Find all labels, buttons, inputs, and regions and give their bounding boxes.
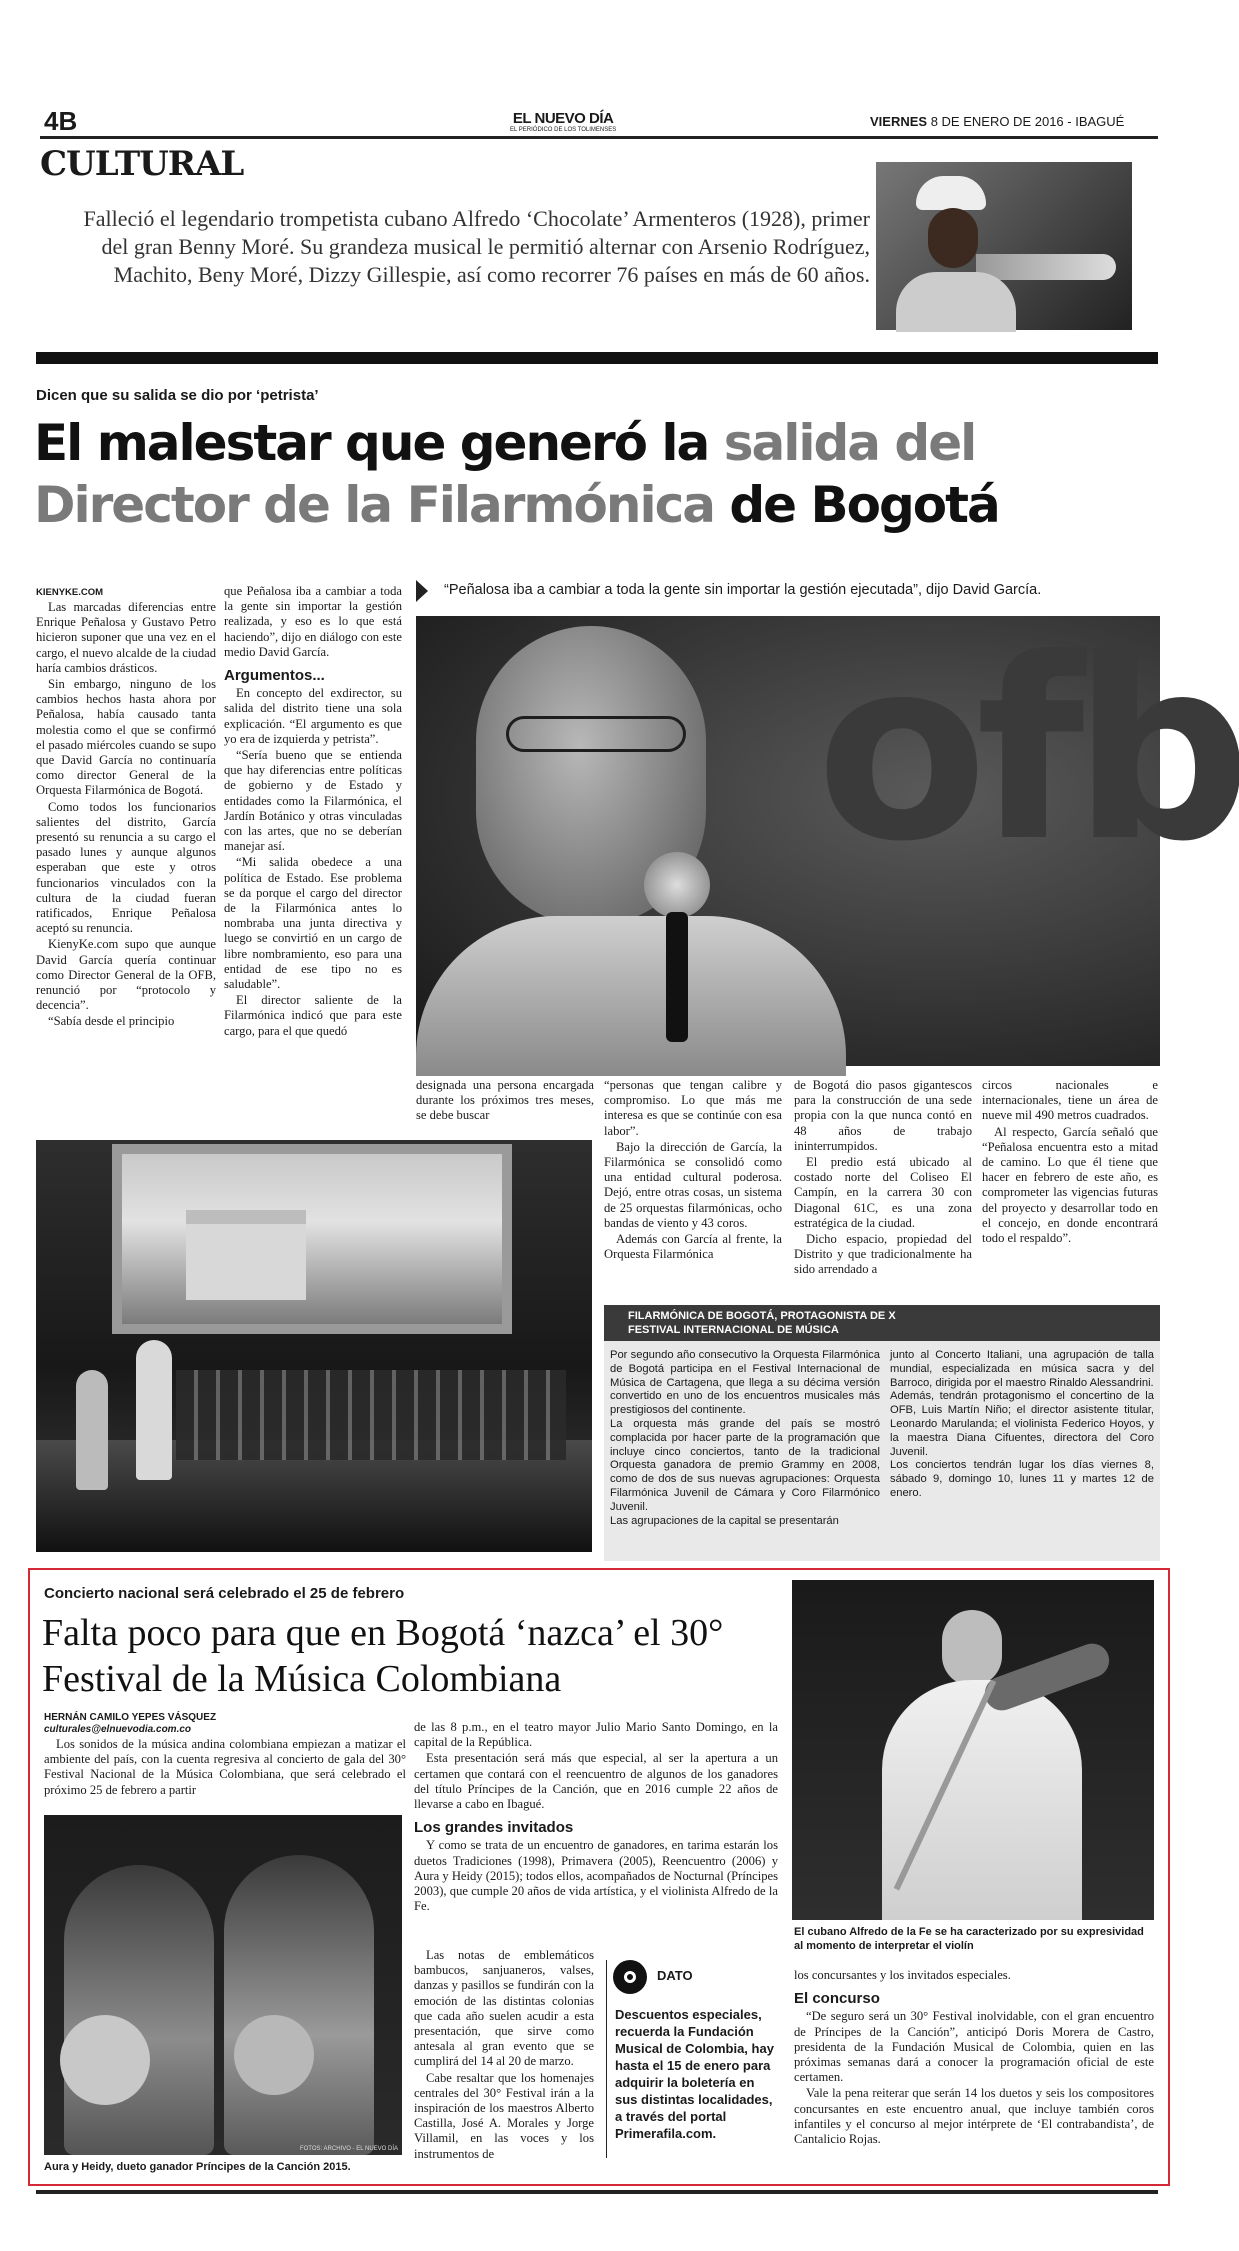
dato-box <box>606 1960 778 2158</box>
musicians-row <box>176 1370 566 1460</box>
article2-author: HERNÁN CAMILO YEPES VÁSQUEZ <box>44 1712 217 1723</box>
article1-col2: que Peñalosa iba a cambiar a toda la gente sin importar la gestión realizada, y eso es lo que está haciendo”, dijo en diálogo con este medio David García. Argumentos... En concepto del exdirector, su salida del distrito tiene una sola explicación. “El argumento es que yo era de izquierda y petrista”. “Sería bueno que se entienda que hay diferencias entre políticas de gobierno y de Estado y entidades como la Filarmónica, el Jardín Botánico y otras vinculadas con las artes, que no se deberían manejar así. “Mi salida obedece a una política de Estado. Ese problema se da porque el cargo del director de la Filarmónica antes lo nombraba una junta directiva y luego se convirtió en un cargo de libre nombramiento, eso para una entidad de ese tipo no es saludable”. El director saliente de la Filarmónica indicó que para este cargo, para el que quedó <box>224 584 402 1038</box>
box-col1: Por segundo año consecutivo la Orquesta Filarmónica de Bogotá participa en el Festival Internacional de Música de Cartagena, que llega a su décima versión convertido en uno de los encuentros musicales más prestigiosos del continente. La orquesta más grande del país se mostró complacida por hacer parte de la programación que incluye cinco conciertos, tanto de la tradicional Orquesta ganadora de premio Grammy en 2008, como de dos de sus nuevas agrupaciones: Orquesta Filarmónica Juvenil de Cámara y Coro Filarmónico Juvenil. Las agrupaciones de la capital se presentarán <box>610 1349 880 1527</box>
speaker-body <box>416 916 846 1076</box>
microphone-icon <box>644 852 710 918</box>
article1-kicker: Dicen que su salida se dio por ‘petrista’ <box>36 387 319 404</box>
article2-intro: Los sonidos de la música andina colombiana empiezan a matizar el ambiente del país, con la cuenta regresiva al concierto de gala del 30° Festival Nacional de la Música Colombiana, que será celebrado el próximo 25 de febrero a partir <box>44 1737 406 1797</box>
violinist-head <box>942 1610 1002 1686</box>
dato-text: Descuentos especiales, recuerda la Fundación Musical de Colombia, hay hasta el 15 de enero para adquirir la boletería en sus distintas localidades, a través del portal Primerafila.com. <box>615 2007 774 2141</box>
ofb-logo: ofb <box>816 605 1239 896</box>
article2-email: culturales@elnuevodia.com.co <box>44 1724 192 1735</box>
article2-col2: de las 8 p.m., en el teatro mayor Julio Mario Santo Domingo, en la capital de la República. Esta presentación será más que especial, al ser la apertura a un certamen que contará con el reencuentro de algunos de los ganadores del título Príncipes de la Canción, que en 2016 cumple 22 años de llevarse a cabo en Ibagué. Los grandes invitados Y como se trata de un encuentro de ganadores, en tarima estarán los duetos Tradiciones (1998), Primavera (2005), Reencuentro (2006) y Aura y Heidy (2015); todos ellos, acompañados de Nocturnal (Príncipes 2003), que cumple 20 años de vida artística, y el violinista Alfredo de la Fe. <box>414 1720 778 1914</box>
duet-photo <box>44 1815 402 2155</box>
page-number: 4B <box>44 106 78 136</box>
article1-col1: Las marcadas diferencias entre Enrique Peñalosa y Gustavo Petro hicieron suponer que una vez en el cargo, el nuevo alcalde de la ciudad haría cambios drásticos. Sin embargo, ninguno de los cambios hechos hasta ahora por Peñalosa, había causado tanta molestia como el que se confirmó el pasado miércoles cuando se supo que David García no continuaría como director General de la Orquesta Filarmónica de Bogotá. Como todos los funcionarios salientes del distrito, García presentó su renuncia a su cargo el pasado lunes y aunque algunos esperaban que este y otros funcionarios vinculados con la cultura de la ciudad fueran ratificados, Enrique Peñalosa aceptó su renuncia. KienyKe.com supo que aunque David García quería continuar como Director General de la OFB, renunció por “protocolo y decencia”. “Sabía desde el principio <box>36 600 216 1029</box>
teaser-text: Falleció el legendario trompetista cubano Alfredo ‘Chocolate’ Armenteros (1928), primer del gran Benny Moré. Su grandeza musical le permitió alternar con Arsenio Rodríguez, Machito, Beny Moré, Dizzy Gillespie, así como recorrer 76 países en más de 60 años. <box>83 206 870 287</box>
violinist-photo-caption: El cubano Alfredo de la Fe se ha caracterizado por su expresividad al momento de interpretar el violín <box>794 1926 1144 1952</box>
violinist-body <box>882 1680 1082 1920</box>
shirt-shape <box>896 272 1016 332</box>
article1-col3: designada una persona encargada durante los próximos tres meses, se debe buscar <box>416 1078 594 1123</box>
dato-label: DATO <box>657 1968 693 1983</box>
section-divider <box>36 352 1158 364</box>
article1-col5: de Bogotá dio pasos gigantescos para la construcción de una sede propia con la que nunca contó en 48 años de trabajo ininterrumpidos. El predio está ubicado al costado norte del Coliseo El Campín, en la carrera 30 con Diagonal 61C, es una zona estratégica de la ciudad. Dicho espacio, propiedad del Distrito y que tradicionalmente ha sido arrendado a <box>794 1078 972 1277</box>
filarmonica-box <box>604 1305 1160 1561</box>
teaser-photo <box>876 162 1132 330</box>
trumpet-icon <box>976 254 1116 280</box>
page-date: VIERNES 8 DE ENERO DE 2016 - IBAGUÉ <box>870 114 1125 129</box>
speaker-glasses <box>506 716 686 752</box>
microphone-handle <box>666 912 688 1042</box>
section-label: CULTURAL <box>40 144 244 184</box>
article2-kicker: Concierto nacional será celebrado el 25 de febrero <box>44 1585 405 1602</box>
footer-rule <box>36 2190 1158 2194</box>
guitar-shape-2 <box>234 2015 314 2095</box>
dancer-figure <box>136 1340 172 1480</box>
duet-photo-caption: Aura y Heidy, dueto ganador Príncipes de la Canción 2015. <box>44 2161 351 2173</box>
header-rule <box>40 136 1158 139</box>
article1-source: KIENYKE.COM <box>36 587 104 598</box>
box-title: FILARMÓNICA DE BOGOTÁ, PROTAGONISTA DE X FESTIVAL INTERNACIONAL DE MÚSICA <box>628 1310 896 1336</box>
dato-icon-core <box>624 1971 636 1983</box>
face-shape <box>928 208 978 268</box>
article1-col6: circos nacionales e internacionales, tiene un área de nueve mil 490 metros cuadrados. Al respecto, García señaló que “Peñalosa encuentra esto a mitad de camino. Lo que él tiene que hacer en febrero de este año, es comprometer las vigencias futuras del proyecto y desarrollar todo en el concejo, en donde encontrará todo el respaldo”. <box>982 1078 1158 1246</box>
article1-headline: El malestar que generó la salida del Director de la Filarmónica de Bogotá <box>34 414 999 534</box>
singer-2 <box>224 1855 374 2155</box>
quote-marker-icon <box>416 580 428 602</box>
painting-building <box>186 1210 306 1300</box>
painting-frame <box>112 1144 512 1334</box>
duet-photo-credit: FOTOS: ARCHIVO - EL NUEVO DÍA <box>299 2146 398 2152</box>
dancer-figure-2 <box>76 1370 108 1490</box>
article2-headline: Falta poco para que en Bogotá ‘nazca’ el 30° Festival de la Música Colombiana <box>42 1612 724 1700</box>
guitar-shape <box>60 2015 150 2105</box>
article2-col2-narrow: Las notas de emblemáticos bambucos, sanjuaneros, valses, danzas y pasillos se fundirán con la emoción de las distintas colonias que cada año suelen acudir a esta presentación, que sirve como antesala al gran evento que se cumplirá del 14 al 20 de marzo. Cabe resaltar que los homenajes centrales del 30° Festival irán a la inspiración de los maestros Alberto Castilla, José A. Morales y Jorge Villamil, en las voces y los instrumentos de <box>414 1948 594 2161</box>
article1-main-photo <box>416 605 1239 1066</box>
orchestra-photo <box>36 1140 592 1552</box>
masthead-logo: EL NUEVO DÍA EL PERIÓDICO DE LOS TOLIMENSES <box>510 110 617 133</box>
violinist-photo <box>792 1580 1154 1920</box>
article1-pullquote: “Peñalosa iba a cambiar a toda la gente sin importar la gestión ejecutada”, dijo David García. <box>444 582 1042 598</box>
hat-shape <box>916 176 986 210</box>
article1-col4: “personas que tengan calibre y compromiso. Lo que más me interesa es que se continúe con esa labor”. Bajo la dirección de García, la Filarmónica se consolidó como una entidad cultural poderosa. Dejó, entre otras cosas, un sistema de 25 orquestas filarmónicas, ocho bandas de viento y 43 coros. Además con García al frente, la Orquesta Filarmónica <box>604 1078 782 1262</box>
singer-1 <box>64 1865 214 2155</box>
box-col2: junto al Concerto Italiani, una agrupación de talla mundial, especializada en música sacra y del Barroco, dirigida por el maestro Rinaldo Alessandrini. Además, tendrán protagonismo el concertino de la OFB, Luis Martín Niño; el director asistente titular, Leonardo Marulanda; el violinista Federico Hoyos, y la maestra Diana Cifuentes, directora del Coro Juvenil. Los conciertos tendrán lugar los días viernes 8, sábado 9, domingo 10, lunes 11 y martes 12 de enero. <box>890 1349 1154 1499</box>
article2-col3: los concursantes y los invitados especiales. El concurso “De seguro será un 30° Festival inolvidable, con el gran encuentro de Príncipes de la Canción”, anticipó Doris Morera de Castro, presidenta de la Fundación Musical de Colombia, quien en las próximas semanas dará a conocer la programación oficial de este certamen. Vale la pena reiterar que serán 14 los duetos y seis los compositores concursantes en este encuentro anual, que incluye también coros infantiles y el concurso al mejor intérprete de ‘El contrabandista’, de Cantalicio Rojas. <box>794 1968 1154 2147</box>
